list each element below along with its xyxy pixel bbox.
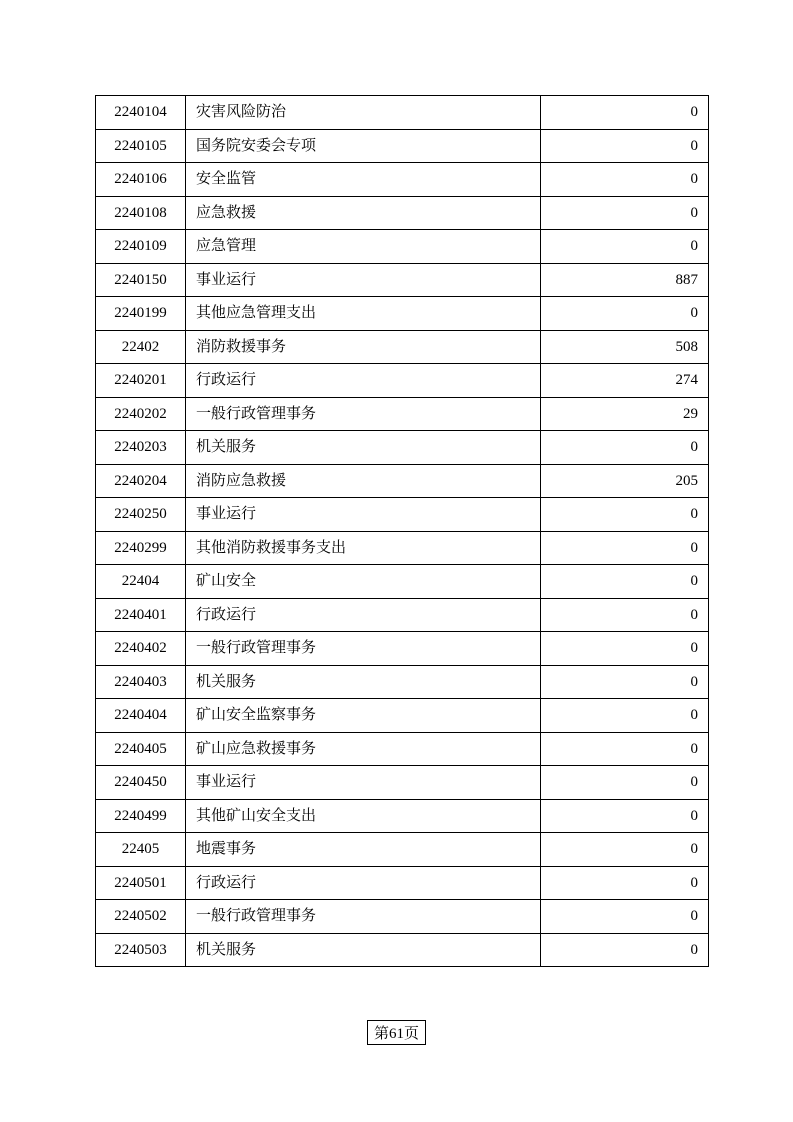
cell-amount: 29: [541, 397, 709, 431]
cell-subject-name: 应急管理: [186, 230, 541, 264]
table-row: [96, 766, 709, 800]
cell-subject-code: 2240106: [96, 163, 186, 197]
cell-subject-code: 2240250: [96, 498, 186, 532]
cell-subject-name: 消防应急救援: [186, 464, 541, 498]
table-row: [96, 732, 709, 766]
page-number: 第61页: [367, 1020, 426, 1045]
table-row: [96, 632, 709, 666]
cell-subject-code: 22404: [96, 565, 186, 599]
cell-subject-code: 2240450: [96, 766, 186, 800]
cell-subject-code: 2240405: [96, 732, 186, 766]
cell-amount: 274: [541, 364, 709, 398]
cell-subject-code: 2240503: [96, 933, 186, 967]
table-row: [96, 330, 709, 364]
cell-subject-code: 22405: [96, 833, 186, 867]
cell-subject-name: 矿山应急救援事务: [186, 732, 541, 766]
table-row: [96, 565, 709, 599]
cell-subject-code: 22402: [96, 330, 186, 364]
cell-subject-code: 2240402: [96, 632, 186, 666]
table-row: [96, 230, 709, 264]
table-row: [96, 498, 709, 532]
cell-subject-code: 2240299: [96, 531, 186, 565]
cell-subject-name: 其他矿山安全支出: [186, 799, 541, 833]
table-row: [96, 364, 709, 398]
cell-subject-name: 行政运行: [186, 866, 541, 900]
cell-amount: 0: [541, 230, 709, 264]
table-body: [96, 96, 709, 967]
table-row: [96, 900, 709, 934]
cell-amount: 0: [541, 766, 709, 800]
cell-amount: 0: [541, 699, 709, 733]
cell-amount: 0: [541, 196, 709, 230]
table-row: [96, 531, 709, 565]
cell-amount: 0: [541, 598, 709, 632]
cell-subject-code: 2240109: [96, 230, 186, 264]
cell-amount: 0: [541, 498, 709, 532]
cell-subject-code: 2240404: [96, 699, 186, 733]
cell-amount: 0: [541, 565, 709, 599]
table-row: [96, 933, 709, 967]
cell-subject-code: 2240108: [96, 196, 186, 230]
cell-subject-code: 2240202: [96, 397, 186, 431]
cell-amount: 0: [541, 665, 709, 699]
cell-subject-code: 2240150: [96, 263, 186, 297]
cell-subject-code: 2240401: [96, 598, 186, 632]
cell-amount: 0: [541, 933, 709, 967]
table-row: [96, 129, 709, 163]
cell-subject-code: 2240199: [96, 297, 186, 331]
cell-subject-code: 2240201: [96, 364, 186, 398]
table-row: [96, 833, 709, 867]
table-row: [96, 96, 709, 130]
cell-amount: 0: [541, 632, 709, 666]
table-row: [96, 196, 709, 230]
cell-subject-name: 行政运行: [186, 364, 541, 398]
cell-subject-name: 机关服务: [186, 431, 541, 465]
cell-subject-name: 安全监管: [186, 163, 541, 197]
table-row: [96, 598, 709, 632]
cell-amount: 0: [541, 431, 709, 465]
cell-subject-name: 矿山安全: [186, 565, 541, 599]
table-row: [96, 431, 709, 465]
table-row: [96, 799, 709, 833]
table-row: [96, 297, 709, 331]
cell-subject-name: 应急救援: [186, 196, 541, 230]
cell-amount: 0: [541, 163, 709, 197]
cell-amount: 887: [541, 263, 709, 297]
table-row: [96, 163, 709, 197]
page-footer: [0, 1020, 793, 1045]
cell-subject-name: 国务院安委会专项: [186, 129, 541, 163]
cell-amount: 205: [541, 464, 709, 498]
cell-subject-code: 2240105: [96, 129, 186, 163]
cell-amount: 0: [541, 732, 709, 766]
table-row: [96, 263, 709, 297]
cell-amount: 0: [541, 833, 709, 867]
cell-subject-name: 消防救援事务: [186, 330, 541, 364]
cell-subject-code: 2240501: [96, 866, 186, 900]
cell-subject-name: 事业运行: [186, 766, 541, 800]
cell-subject-name: 一般行政管理事务: [186, 900, 541, 934]
cell-subject-name: 一般行政管理事务: [186, 397, 541, 431]
budget-expenditure-table: [95, 95, 709, 967]
cell-subject-code: 2240204: [96, 464, 186, 498]
cell-subject-name: 一般行政管理事务: [186, 632, 541, 666]
cell-subject-code: 2240104: [96, 96, 186, 130]
cell-subject-name: 行政运行: [186, 598, 541, 632]
cell-subject-name: 其他消防救援事务支出: [186, 531, 541, 565]
cell-subject-code: 2240499: [96, 799, 186, 833]
cell-amount: 0: [541, 96, 709, 130]
table-row: [96, 699, 709, 733]
cell-subject-name: 矿山安全监察事务: [186, 699, 541, 733]
cell-subject-name: 机关服务: [186, 933, 541, 967]
cell-subject-name: 灾害风险防治: [186, 96, 541, 130]
cell-amount: 0: [541, 866, 709, 900]
cell-subject-code: 2240403: [96, 665, 186, 699]
cell-amount: 0: [541, 297, 709, 331]
cell-subject-code: 2240203: [96, 431, 186, 465]
cell-subject-name: 其他应急管理支出: [186, 297, 541, 331]
cell-amount: 0: [541, 531, 709, 565]
table-row: [96, 464, 709, 498]
cell-subject-name: 地震事务: [186, 833, 541, 867]
table-row: [96, 866, 709, 900]
table-row: [96, 665, 709, 699]
cell-amount: 0: [541, 900, 709, 934]
cell-subject-name: 机关服务: [186, 665, 541, 699]
cell-subject-name: 事业运行: [186, 263, 541, 297]
cell-amount: 0: [541, 129, 709, 163]
cell-subject-code: 2240502: [96, 900, 186, 934]
cell-amount: 508: [541, 330, 709, 364]
cell-amount: 0: [541, 799, 709, 833]
table-row: [96, 397, 709, 431]
cell-subject-name: 事业运行: [186, 498, 541, 532]
